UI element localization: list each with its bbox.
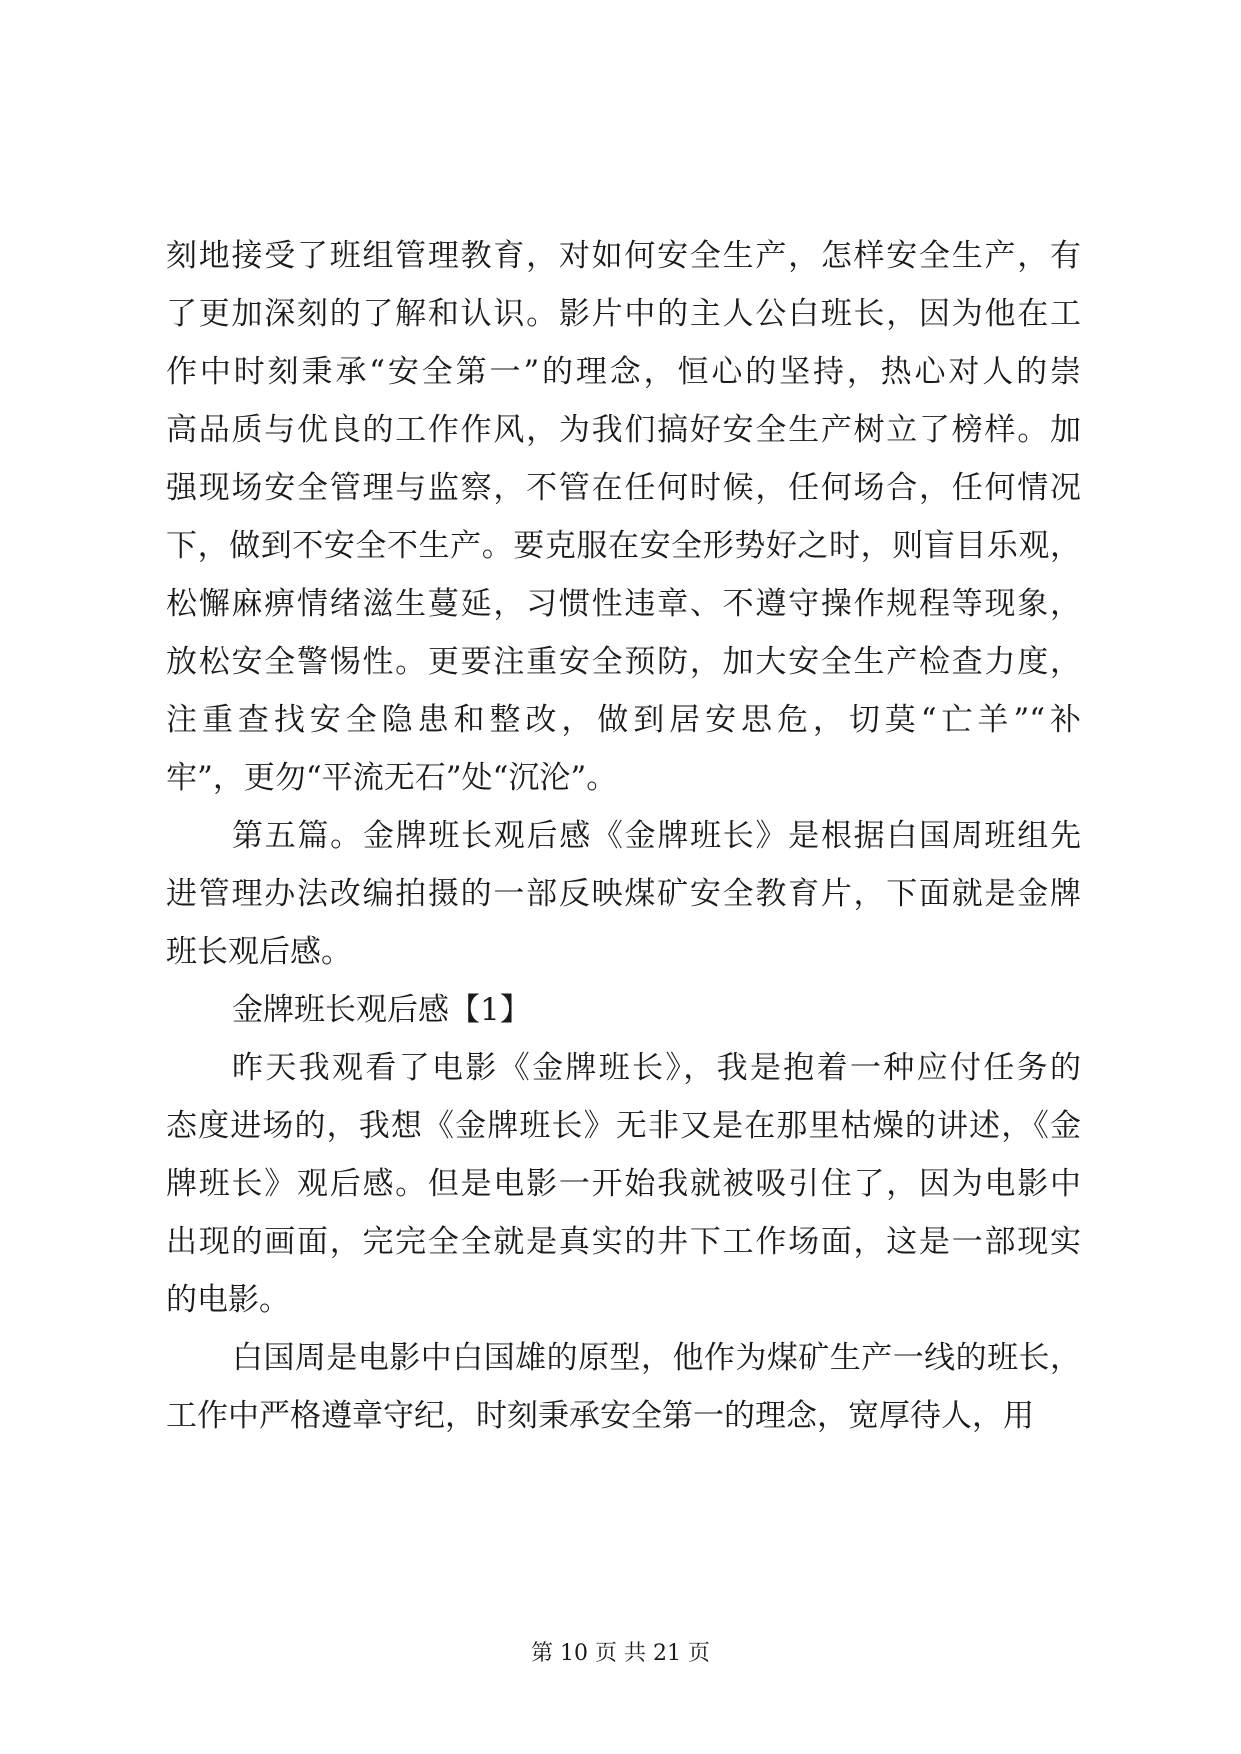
- text-line: 刻地接受了班组管理教育，对如何安全生产，怎样安全生产，有: [166, 238, 1081, 274]
- text-line: 态度进场的，我想《金牌班长》无非又是在那里枯燥的讲述，《金: [166, 1108, 1081, 1144]
- paragraph-3: [166, 1039, 1081, 1329]
- text-line: 金牌班长观后感【1】: [232, 992, 531, 1028]
- text-line: 下，做到不安全不生产。要克服在安全形势好之时，则盲目乐观，: [166, 528, 1081, 564]
- text-line: 松懈麻痹情绪滋生蔓延，习惯性违章、不遵守操作规程等现象，: [166, 586, 1081, 622]
- text-line: 了更加深刻的了解和认识。影片中的主人公白班长，因为他在工: [166, 296, 1081, 332]
- text-line: 的电影。: [166, 1282, 290, 1318]
- text-line: 强现场安全管理与监察，不管在任何时候，任何场合，任何情况: [166, 470, 1081, 506]
- text-line: 进管理办法改编拍摄的一部反映煤矿安全教育片，下面就是金牌: [166, 876, 1081, 912]
- paragraph-2: [166, 807, 1081, 981]
- document-body: [166, 227, 1081, 1445]
- text-line: 白国周是电影中白国雄的原型，他作为煤矿生产一线的班长，: [232, 1340, 1081, 1376]
- text-line: 注重查找安全隐患和整改，做到居安思危，切莫“亡羊”“补: [166, 702, 1081, 738]
- page-number-footer: 第 10 页 共 21 页: [531, 1641, 710, 1666]
- text-line: 工作中严格遵章守纪，时刻秉承安全第一的理念，宽厚待人，用: [166, 1398, 1034, 1434]
- text-line: 第五篇。金牌班长观后感《金牌班长》是根据白国周班组先: [232, 818, 1081, 854]
- section-heading: [166, 981, 1081, 1039]
- text-line: 昨天我观看了电影《金牌班长》，我是抱着一种应付任务的: [232, 1050, 1081, 1086]
- text-line: 高品质与优良的工作作风，为我们搞好安全生产树立了榜样。加: [166, 412, 1081, 448]
- paragraph-4: [166, 1329, 1081, 1445]
- text-line: 出现的画面，完完全全就是真实的井下工作场面，这是一部现实: [166, 1224, 1081, 1260]
- text-line: 班长观后感。: [166, 934, 352, 970]
- text-line: 牌班长》观后感。但是电影一开始我就被吸引住了，因为电影中: [166, 1166, 1081, 1202]
- text-line: 作中时刻秉承“安全第一”的理念，恒心的坚持，热心对人的崇: [166, 354, 1081, 390]
- paragraph-1: [166, 227, 1081, 807]
- text-line: 放松安全警惕性。更要注重安全预防，加大安全生产检查力度，: [166, 644, 1081, 680]
- text-line: 牢”，更勿“平流无石”处“沉沦”。: [166, 760, 618, 796]
